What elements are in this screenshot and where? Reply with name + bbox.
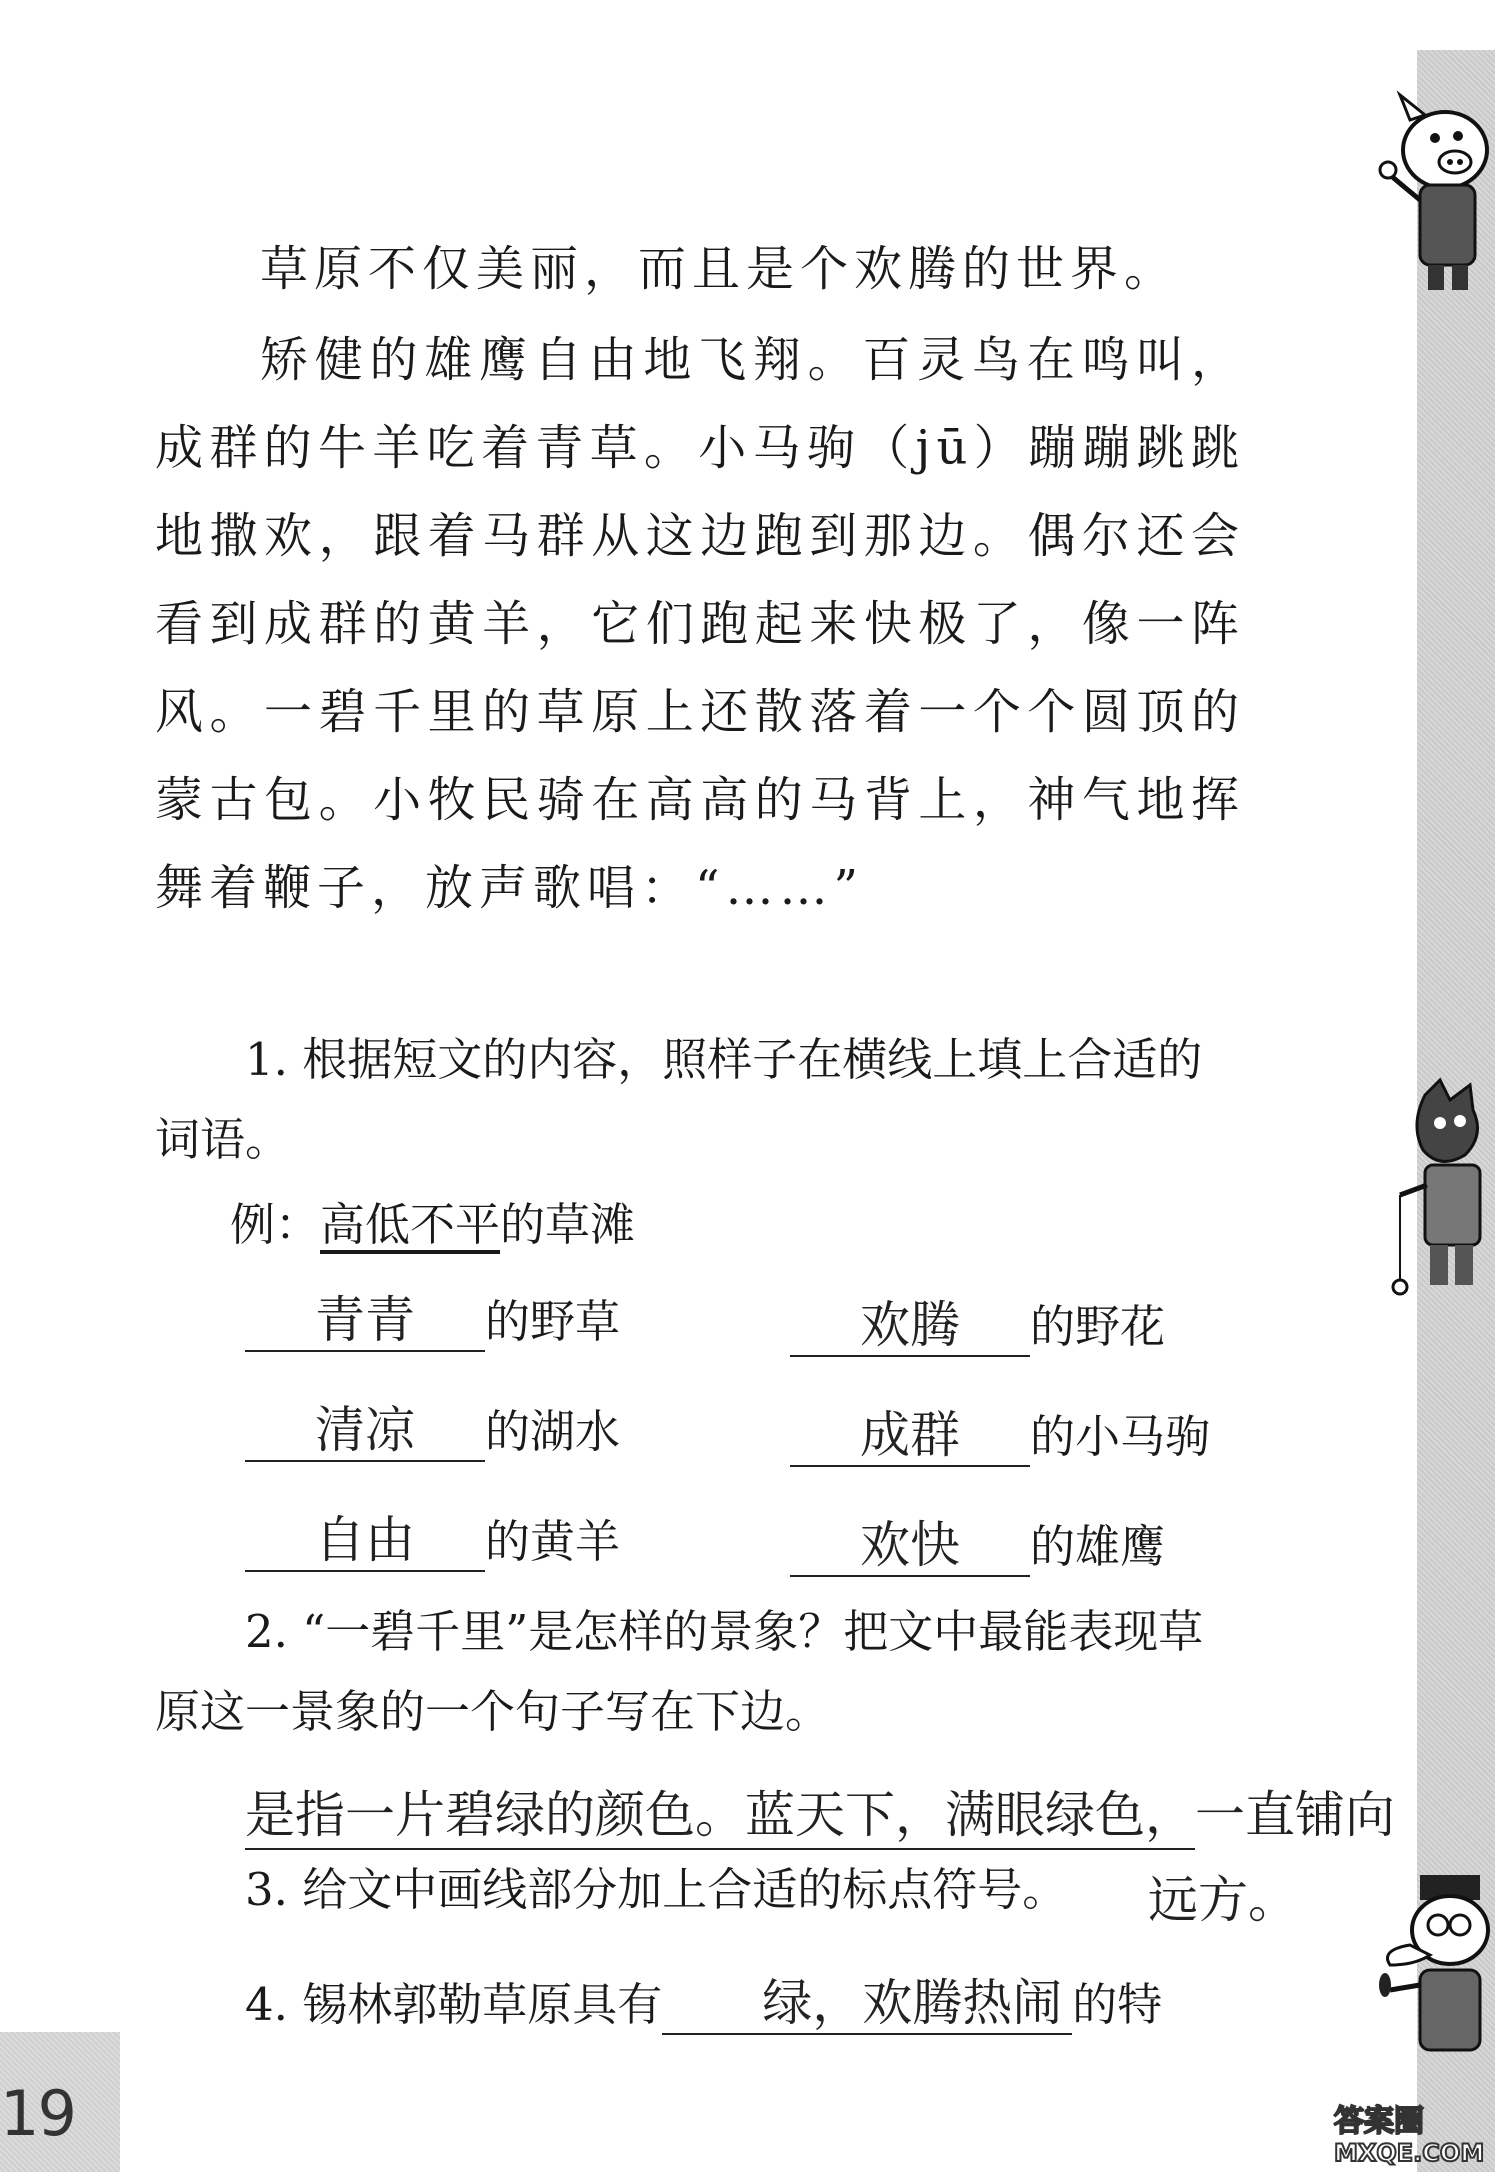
question-1-row-2-right <box>790 1400 1210 1467</box>
page-number: 19 <box>0 2077 75 2150</box>
answer-blank[interactable]: 成群 <box>790 1405 1030 1467</box>
passage-paragraph-2: 矫健的雄鹰自由地飞翔。百灵鸟在鸣叫，成群的牛羊吃着青草。小马驹（jū）蹦蹦跳跳地撒欢，跟着马群从这边跑到那边。偶尔还会看到成群的黄羊，它们跑起来快极了，像一阵风。一碧千里的草原上还散落着一个个圆顶的蒙古包。小牧民骑在高高的马背上，神气地挥舞着鞭子，放声歌唱：“……” <box>155 332 1245 916</box>
question-4-prompt-before: 4. 锡林郭勒草原具有 <box>245 1978 663 2031</box>
svg-text:MXQE.COM: MXQE.COM <box>1334 2139 1485 2166</box>
blank-noun: 的湖水 <box>485 1405 621 1458</box>
blank-noun: 的雄鹰 <box>1030 1520 1166 1573</box>
example-underlined-word: 高低不平 <box>320 1198 501 1251</box>
example-suffix: 的草滩 <box>500 1198 636 1251</box>
svg-text:答案圈: 答案圈 <box>1334 2104 1424 2139</box>
question-1-prompt: 1. 根据短文的内容，照样子在横线上填上合适的词语。 <box>155 1033 1203 1166</box>
question-2-prompt: 2. “一碧千里”是怎样的景象？把文中最能表现草原这一景象的一个句子写在下边。 <box>155 1605 1204 1738</box>
question-3-prompt: 3. 给文中画线部分加上合适的标点符号。 <box>245 1863 1068 1916</box>
question-1-row-3 <box>245 1505 620 1572</box>
answer-blank[interactable]: 欢腾 <box>790 1295 1030 1357</box>
question-4-prompt-after: 的特 <box>1072 1978 1163 2031</box>
blank-noun: 的小马驹 <box>1030 1410 1211 1463</box>
answer-blank[interactable]: 清凉 <box>245 1400 485 1462</box>
question-1-example <box>230 1188 635 1253</box>
wolf-cartoon-icon <box>1385 1075 1495 1305</box>
blank-noun: 的野草 <box>485 1295 621 1348</box>
watermark-logo-icon <box>1329 2096 1489 2166</box>
blank-noun: 的黄羊 <box>485 1515 621 1568</box>
duck-cartoon-icon <box>1360 1870 1495 2070</box>
question-2-answer[interactable] <box>245 1775 1395 1847</box>
example-prefix: 例： <box>230 1198 321 1251</box>
question-4-answer-blank[interactable]: 绿，欢腾热闹 <box>662 1973 1072 2035</box>
watermark-logo <box>1329 2096 1489 2166</box>
question-2-answer-continuation: 一直铺向 <box>1195 1786 1395 1844</box>
pig-cartoon-icon <box>1370 80 1495 300</box>
passage-paragraph-1: 草原不仅美丽，而且是个欢腾的世界。 <box>260 241 1179 297</box>
answer-blank[interactable]: 自由 <box>245 1510 485 1572</box>
question-4-prompt <box>155 1965 1235 2045</box>
question-2-answer-tail: 远方。 <box>1148 1871 1298 1929</box>
question-1-row-3-right <box>790 1510 1165 1577</box>
question-1-row-1 <box>245 1285 620 1352</box>
question-2-answer-underlined: 是指一片碧绿的颜色。蓝天下，满眼绿色， <box>245 1786 1195 1850</box>
question-1-row-1-right <box>790 1290 1165 1357</box>
answer-blank[interactable]: 欢快 <box>790 1515 1030 1577</box>
question-1-row-2 <box>245 1395 620 1462</box>
blank-noun: 的野花 <box>1030 1300 1166 1353</box>
answer-blank[interactable]: 青青 <box>245 1290 485 1352</box>
